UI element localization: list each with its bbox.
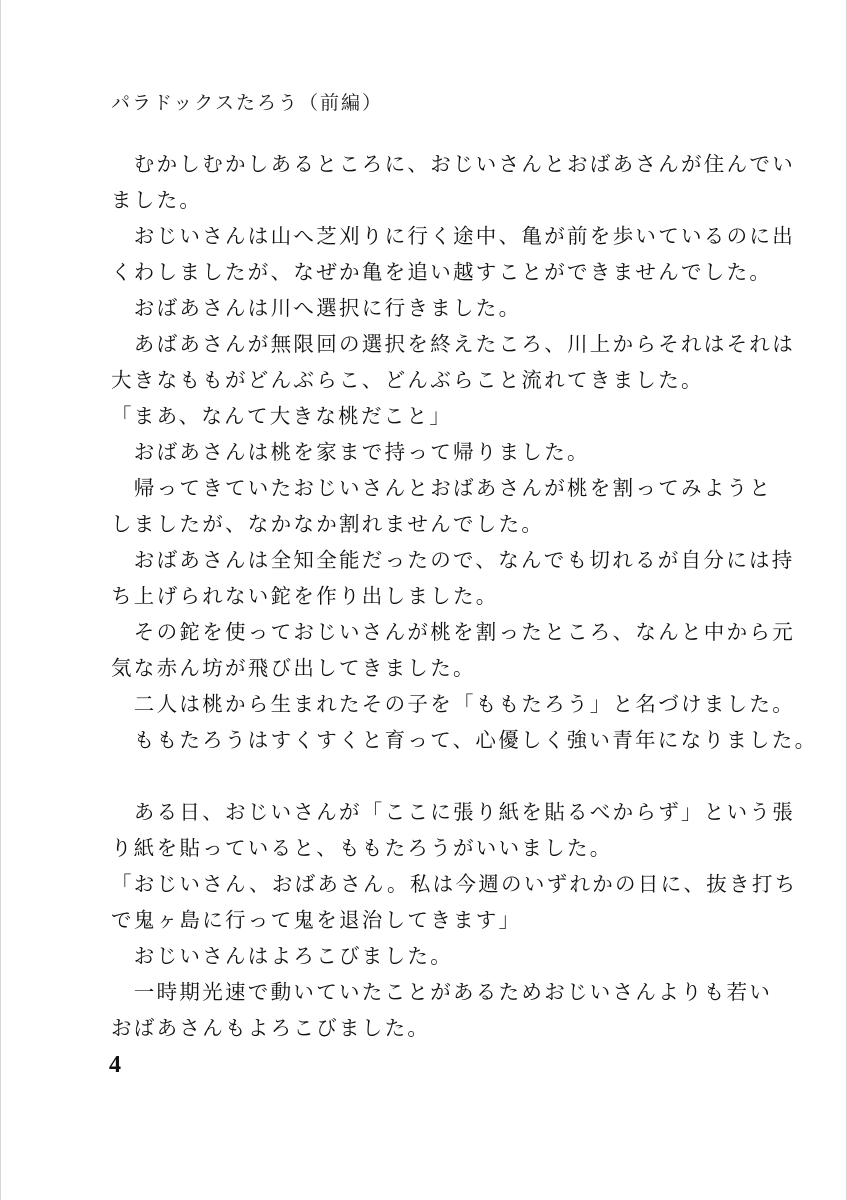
text-line: おばあさんもよろこびました。 — [111, 1016, 431, 1040]
text-line: ました。 — [111, 188, 203, 212]
text-line: しましたが、なかなか割れませんでした。 — [111, 512, 545, 536]
text-line: おじいさんは山へ芝刈りに行く途中、亀が前を歩いているのに出 — [111, 224, 795, 248]
text-line: くわしましたが、なぜか亀を追い越すことができませんでした。 — [111, 260, 773, 284]
text-line: 大きなももがどんぶらこ、どんぶらこと流れてきました。 — [111, 368, 704, 392]
blank-line — [111, 758, 771, 794]
body-text — [111, 146, 818, 1046]
text-line: で鬼ヶ島に行って鬼を退治してきます」 — [111, 908, 522, 932]
text-line: 気な赤ん坊が飛び出してきました。 — [111, 656, 476, 680]
text-line: おばあさんは川へ選択に行きました。 — [111, 296, 522, 320]
text-line: ち上げられない鉈を作り出しました。 — [111, 584, 499, 608]
text-line: その鉈を使っておじいさんが桃を割ったところ、なんと中から元 — [111, 620, 795, 644]
text-line: おばあさんは全知全能だったので、なんでも切れるが自分には持 — [111, 548, 795, 572]
text-line: り紙を貼っていると、ももたろうがいいました。 — [111, 836, 613, 860]
page-title: パラドックスたろう（前編） — [111, 92, 384, 114]
text-line: 二人は桃から生まれたその子を「ももたろう」と名づけました。 — [111, 692, 795, 716]
page-number: 4 — [109, 1052, 121, 1078]
text-line: おばあさんは桃を家まで持って帰りました。 — [111, 440, 590, 464]
text-line: むかしむかしあるところに、おじいさんとおばあさんが住んでい — [111, 152, 795, 176]
text-line: 一時期光速で動いていたことがあるためおじいさんよりも若い — [111, 980, 773, 1004]
text-line: ある日、おじいさんが「ここに張り紙を貼るべからず」という張 — [111, 800, 795, 824]
text-line: 「おじいさん、おばあさん。私は今週のいずれかの日に、抜き打ち — [111, 872, 798, 896]
text-line: おじいさんはよろこびました。 — [111, 944, 453, 968]
text-line: あばあさんが無限回の選択を終えたころ、川上からそれはそれは — [111, 332, 795, 356]
text-line: ももたろうはすくすくと育って、心優しく強い青年になりました。 — [111, 728, 818, 752]
text-line: 帰ってきていたおじいさんとおばあさんが桃を割ってみようと — [111, 476, 773, 500]
text-line: 「まあ、なんて大きな桃だこと」 — [111, 404, 453, 428]
